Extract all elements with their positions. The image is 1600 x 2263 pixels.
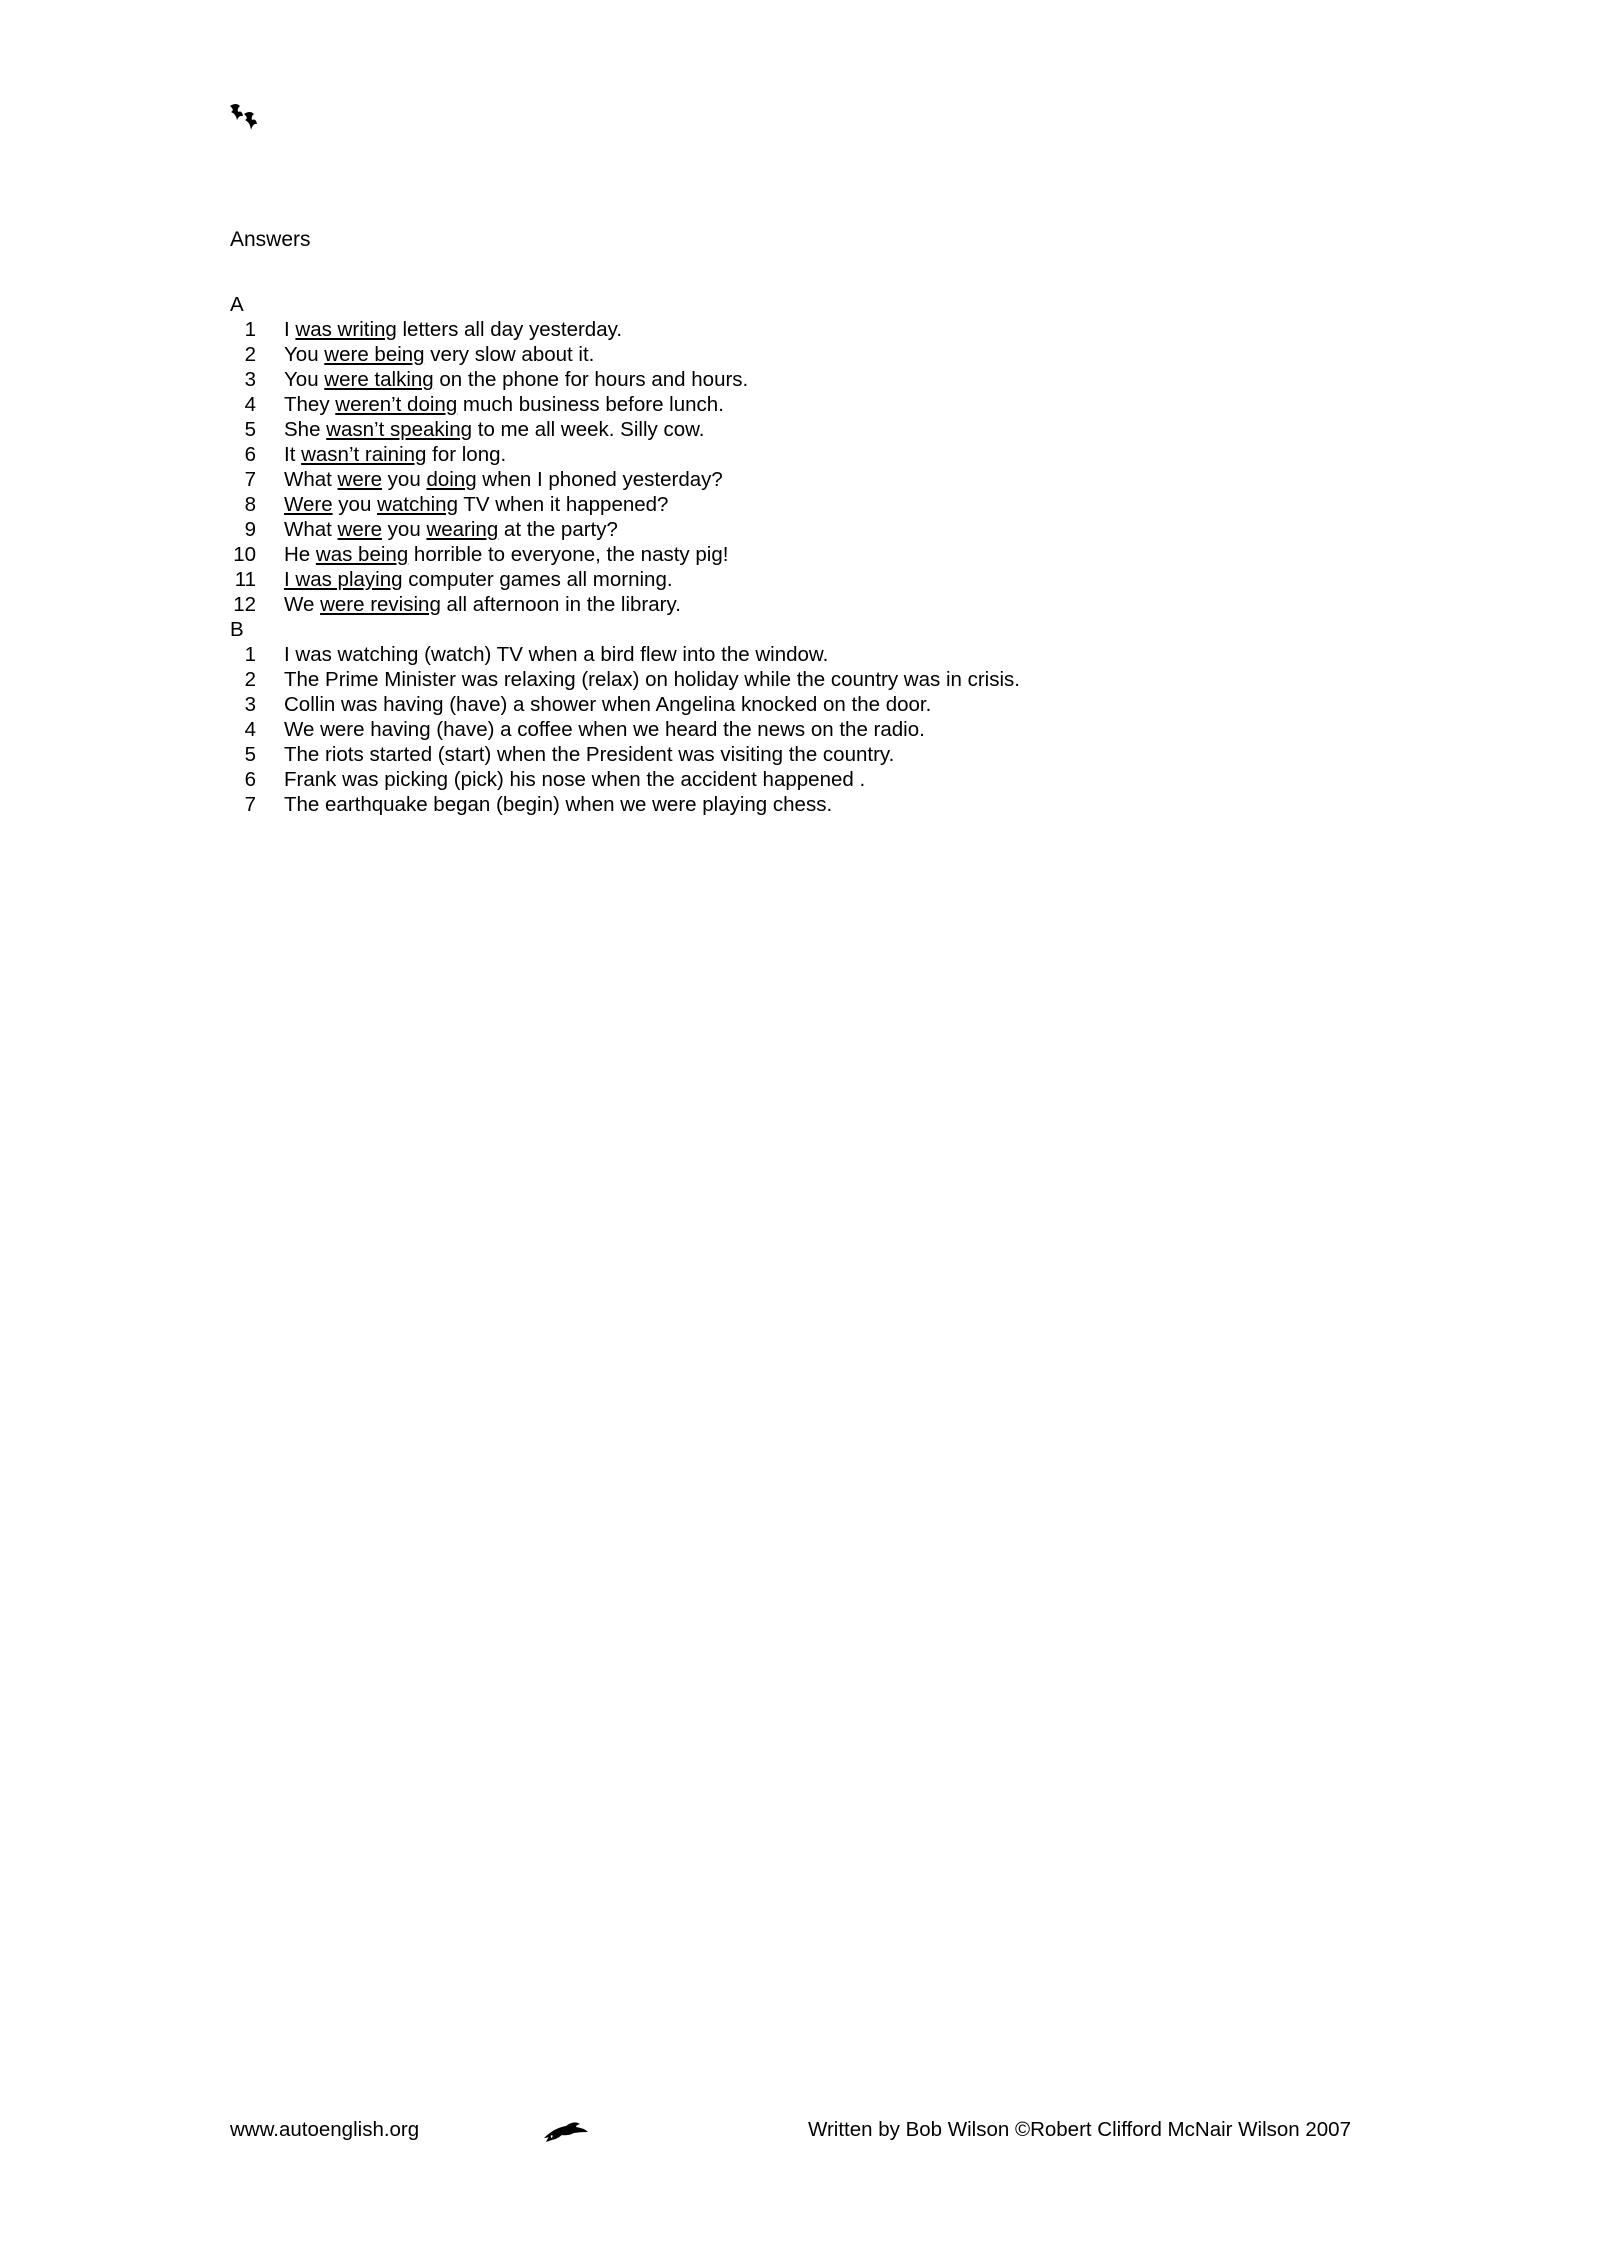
- answer-row: [230, 767, 1020, 792]
- item-number: 7: [244, 468, 256, 491]
- item-number: 2: [244, 343, 256, 366]
- sentence-text: TV when it happened?: [457, 493, 669, 516]
- sentence-text: to me all week. Silly cow.: [472, 418, 705, 441]
- underlined-verb: were talking: [324, 368, 434, 391]
- sentence-text: I: [284, 318, 296, 341]
- answer-sentence: [284, 792, 832, 817]
- sentence-text: for long.: [426, 443, 507, 466]
- underlined-verb: I was playing: [284, 568, 403, 591]
- answer-sentence: [284, 367, 748, 392]
- answer-sentence: [284, 342, 594, 367]
- sentence-text: What: [284, 468, 338, 491]
- sentence-text: I was watching (watch) TV when a bird flew into the window.: [284, 643, 829, 666]
- item-number: 9: [244, 518, 256, 541]
- answer-row: [230, 742, 1020, 767]
- sentence-text: very slow about it.: [424, 343, 595, 366]
- underlined-verb: doing: [426, 468, 477, 491]
- answer-row: [230, 317, 1020, 342]
- sentence-text: It: [284, 443, 302, 466]
- item-number: 8: [244, 493, 256, 516]
- answer-sentence: [284, 517, 618, 542]
- sentence-text: What: [284, 518, 338, 541]
- birds-logo-icon: [228, 100, 268, 136]
- underlined-verb: wasn’t speaking: [326, 418, 473, 441]
- item-number: 2: [244, 668, 256, 691]
- answer-sentence: [284, 767, 865, 792]
- sentence-text: Frank was picking (pick) his nose when the accident happened .: [284, 768, 866, 791]
- dolphin-logo-icon: [540, 2116, 590, 2146]
- answer-row: [230, 542, 1020, 567]
- answer-sentence: [284, 492, 668, 517]
- underlined-verb: weren’t doing: [335, 393, 458, 416]
- answer-row: [230, 692, 1020, 717]
- underlined-verb: were: [337, 518, 382, 541]
- sentence-text: You: [284, 368, 325, 391]
- item-number: 4: [244, 718, 256, 741]
- answer-sentence: [284, 592, 681, 617]
- sentence-text: all afternoon in the library.: [440, 593, 681, 616]
- answer-row: [230, 442, 1020, 467]
- item-number: 4: [244, 393, 256, 416]
- answer-row: [230, 392, 1020, 417]
- answer-sentence: [284, 692, 931, 717]
- section-label: A: [230, 293, 244, 316]
- sentence-text: when I phoned yesterday?: [476, 468, 723, 491]
- sentence-text: We: [284, 593, 321, 616]
- answer-row: [230, 417, 1020, 442]
- answer-row: [230, 492, 1020, 517]
- sentence-text: you: [381, 468, 427, 491]
- answer-sentence: [284, 742, 894, 767]
- item-number: 5: [244, 743, 256, 766]
- underlined-verb: wasn’t raining: [301, 443, 427, 466]
- answer-row: [230, 717, 1020, 742]
- answer-row: [230, 367, 1020, 392]
- underlined-verb: watching: [377, 493, 458, 516]
- sentence-text: Collin was having (have) a shower when Angelina knocked on the door.: [284, 693, 932, 716]
- footer-credit: Written by Bob Wilson ©Robert Clifford McNair Wilson 2007: [808, 2118, 1351, 2141]
- answer-sentence: [284, 467, 723, 492]
- sentence-text: much business before lunch.: [457, 393, 724, 416]
- answer-sentence: [284, 317, 622, 342]
- answer-sentence: [284, 542, 728, 567]
- sentence-text: They: [284, 393, 336, 416]
- section-label: B: [230, 618, 244, 641]
- answer-sentence: [284, 642, 828, 667]
- answer-row: [230, 342, 1020, 367]
- sentence-text: letters all day yesterday.: [396, 318, 623, 341]
- answers-content: [230, 292, 1020, 817]
- underlined-verb: were revising: [320, 593, 441, 616]
- answer-row: [230, 667, 1020, 692]
- page-heading: Answers: [230, 228, 311, 251]
- sentence-text: computer games all morning.: [402, 568, 673, 591]
- item-number: 3: [244, 693, 256, 716]
- item-number: 12: [233, 593, 256, 616]
- item-number: 3: [244, 368, 256, 391]
- answer-row: [230, 467, 1020, 492]
- sentence-text: She: [284, 418, 327, 441]
- answer-sentence: [284, 717, 925, 742]
- item-number: 1: [244, 643, 256, 666]
- sentence-text: We were having (have) a coffee when we heard the news on the radio.: [284, 718, 925, 741]
- answer-row: [230, 592, 1020, 617]
- underlined-verb: was being: [315, 543, 409, 566]
- underlined-verb: was writing: [295, 318, 397, 341]
- item-number: 10: [233, 543, 256, 566]
- footer-website: www.autoenglish.org: [230, 2118, 420, 2141]
- answer-sentence: [284, 417, 704, 442]
- sentence-text: at the party?: [498, 518, 618, 541]
- sentence-text: He: [284, 543, 316, 566]
- sentence-text: The riots started (start) when the President was visiting the country.: [284, 743, 895, 766]
- sentence-text: on the phone for hours and hours.: [433, 368, 749, 391]
- underlined-verb: were being: [324, 343, 425, 366]
- answer-row: [230, 567, 1020, 592]
- sentence-text: The earthquake began (begin) when we were playing chess.: [284, 793, 833, 816]
- item-number: 6: [244, 443, 256, 466]
- sentence-text: horrible to everyone, the nasty pig!: [408, 543, 729, 566]
- answer-row: [230, 642, 1020, 667]
- sentence-text: you: [332, 493, 378, 516]
- underlined-verb: wearing: [426, 518, 499, 541]
- item-number: 11: [234, 568, 256, 591]
- item-number: 5: [244, 418, 256, 441]
- answer-sentence: [284, 667, 1020, 692]
- sentence-text: You: [284, 343, 325, 366]
- underlined-verb: were: [337, 468, 382, 491]
- answer-row: [230, 792, 1020, 817]
- item-number: 1: [244, 318, 256, 341]
- underlined-verb: Were: [284, 493, 333, 516]
- item-number: 7: [244, 793, 256, 816]
- sentence-text: The Prime Minister was relaxing (relax) on holiday while the country was in crisis.: [284, 668, 1020, 691]
- answer-row: [230, 517, 1020, 542]
- answer-sentence: [284, 442, 506, 467]
- item-number: 6: [244, 768, 256, 791]
- sentence-text: you: [381, 518, 427, 541]
- answer-sentence: [284, 392, 724, 417]
- answer-sentence: [284, 567, 673, 592]
